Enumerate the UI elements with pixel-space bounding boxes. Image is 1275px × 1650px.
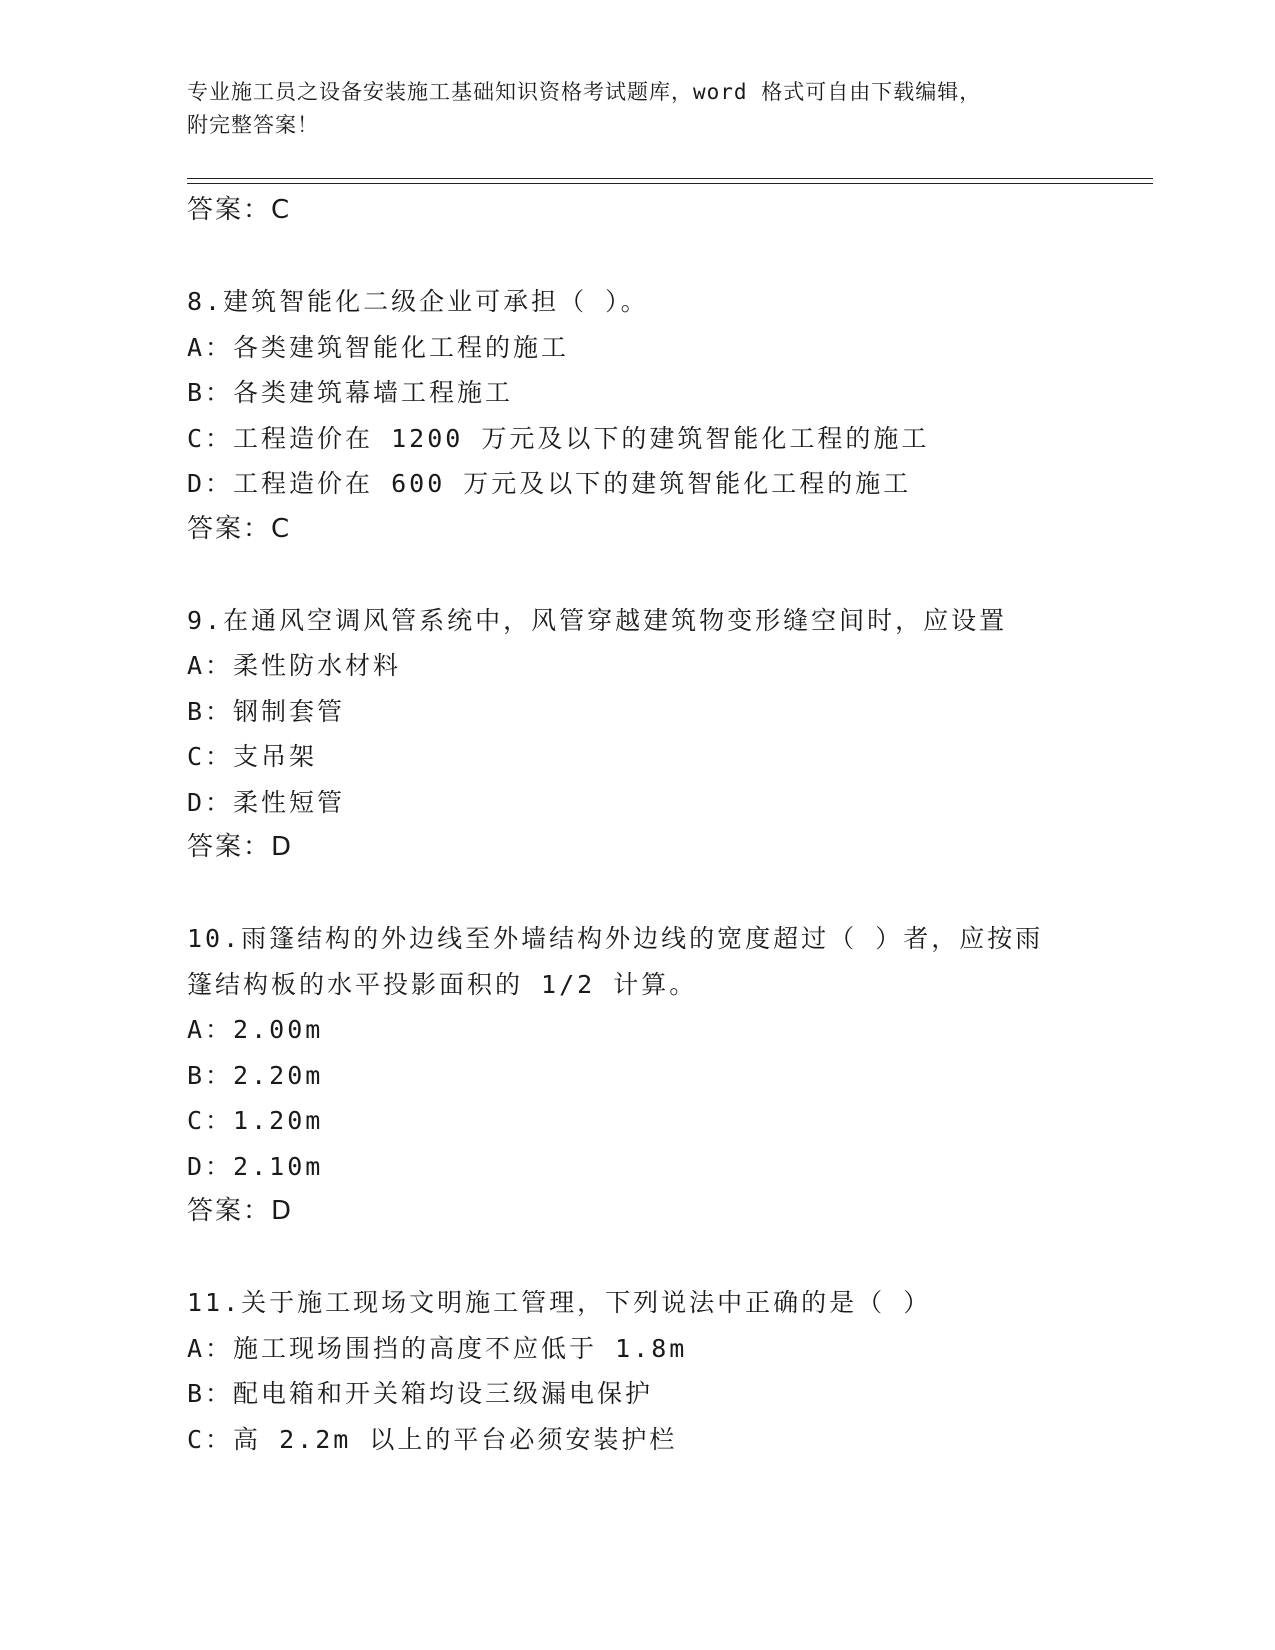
spacer xyxy=(187,234,1087,280)
question-text-line-2: 篷结构板的水平投影面积的 1/2 计算。 xyxy=(187,969,698,999)
option-a: A：施工现场围挡的高度不应低于 1.8m xyxy=(187,1333,688,1363)
document-header xyxy=(187,76,1087,142)
option-b: B：钢制套管 xyxy=(187,696,346,726)
answer: 答案：D xyxy=(187,832,294,862)
option-b: B：2.20m xyxy=(187,1060,324,1090)
spacer xyxy=(187,552,1087,598)
header-divider-bottom xyxy=(187,183,1153,184)
question-11 xyxy=(187,1280,1087,1462)
question-text: 9.在通风空调风管系统中，风管穿越建筑物变形缝空间时，应设置 xyxy=(187,605,1008,635)
option-a: A：2.00m xyxy=(187,1015,324,1044)
question-8 xyxy=(187,279,1087,552)
header-divider-top xyxy=(187,178,1153,179)
header-line-1: 专业施工员之设备安装施工基础知识资格考试题库，word 格式可自由下载编辑， xyxy=(187,80,982,104)
question-text: 11.关于施工现场文明施工管理，下列说法中正确的是（ ） xyxy=(187,1288,932,1317)
option-d: D：工程造价在 600 万元及以下的建筑智能化工程的施工 xyxy=(187,469,912,498)
answer: 答案：D xyxy=(187,1196,294,1226)
header-line-2: 附完整答案！ xyxy=(187,113,319,137)
question-10 xyxy=(187,916,1087,1235)
answer: 答案：C xyxy=(187,513,292,544)
option-c: C：工程造价在 1200 万元及以下的建筑智能化工程的施工 xyxy=(187,423,930,453)
option-b: B：配电箱和开关箱均设三级漏电保护 xyxy=(187,1379,654,1408)
document-body xyxy=(187,188,1087,1462)
option-a: A：柔性防水材料 xyxy=(187,651,402,680)
option-c: C：高 2.2m 以上的平台必须安装护栏 xyxy=(187,1424,678,1454)
option-d: D：2.10m xyxy=(187,1151,324,1181)
question-9 xyxy=(187,598,1087,871)
option-b: B：各类建筑幕墙工程施工 xyxy=(187,378,514,407)
option-d: D：柔性短管 xyxy=(187,787,346,817)
option-c: C：支吊架 xyxy=(187,742,318,771)
spacer xyxy=(187,1235,1087,1281)
spacer xyxy=(187,871,1087,917)
option-a: A：各类建筑智能化工程的施工 xyxy=(187,332,570,362)
answer-previous: 答案：C xyxy=(187,195,292,225)
option-c: C：1.20m xyxy=(187,1106,324,1135)
question-text: 8.建筑智能化二级企业可承担（ ）。 xyxy=(187,287,649,316)
question-text-line-1: 10.雨篷结构的外边线至外墙结构外边线的宽度超过（ ）者，应按雨 xyxy=(187,924,1044,953)
